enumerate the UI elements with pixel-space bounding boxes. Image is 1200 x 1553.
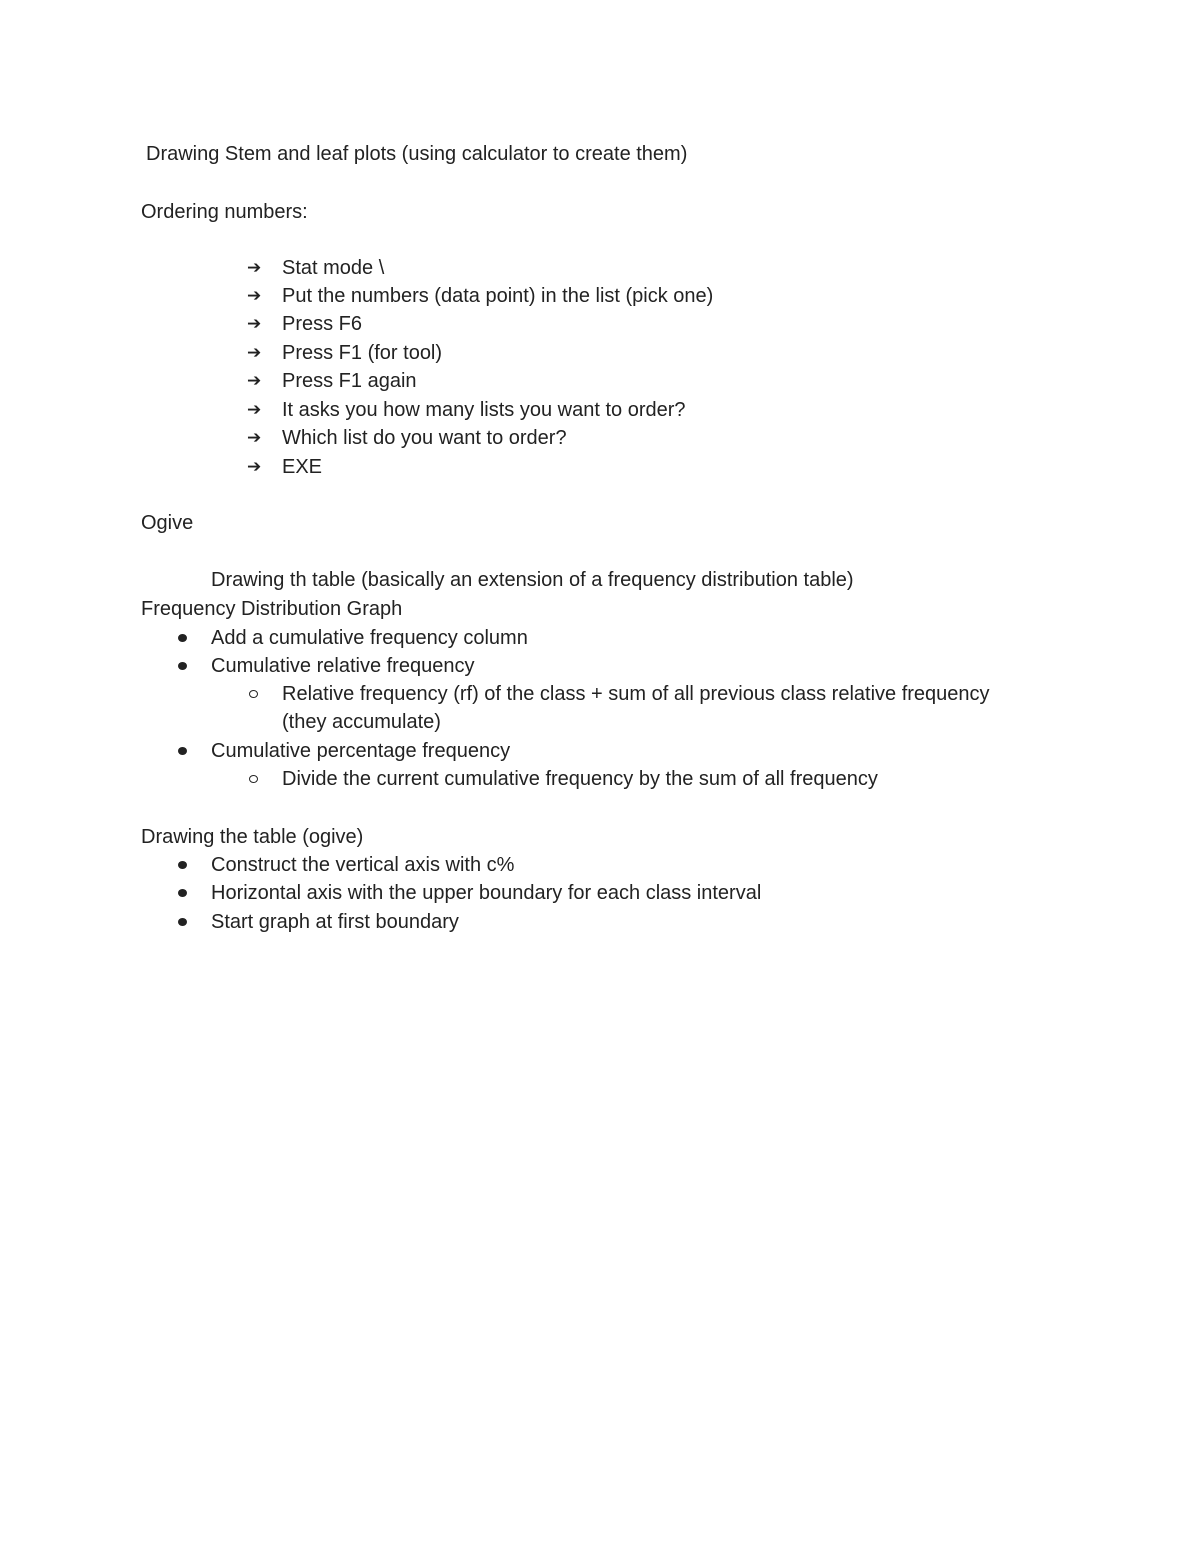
ordering-step: EXE	[282, 456, 323, 478]
bullet-icon	[178, 662, 187, 670]
circle-bullet-icon	[249, 690, 258, 698]
list-item: Horizontal axis with the upper boundary for each class interval	[211, 882, 762, 904]
ordering-step: Press F1 (for tool)	[282, 342, 443, 364]
bullet-icon	[178, 889, 187, 897]
frequency-graph-heading: Frequency Distribution Graph	[141, 598, 403, 620]
list-item: Construct the vertical axis with c%	[211, 854, 515, 876]
ordering-step: Put the numbers (data point) in the list (pick one)	[282, 285, 714, 307]
bullet-icon	[178, 861, 187, 869]
sub-list-item: Divide the current cumulative frequency by the sum of all frequency	[282, 768, 878, 790]
bullet-icon	[178, 634, 187, 642]
arrow-bullet-icon: ➔	[247, 457, 262, 476]
ordering-step: Press F1 again	[282, 370, 417, 392]
circle-bullet-icon	[249, 775, 258, 783]
bullet-icon	[178, 918, 187, 926]
list-item: Add a cumulative frequency column	[211, 627, 528, 649]
ogive-intro: Drawing th table (basically an extension of a frequency distribution table)	[211, 569, 854, 591]
sub-list-item: Relative frequency (rf) of the class + sum of all previous class relative frequency	[282, 683, 990, 705]
arrow-bullet-icon: ➔	[247, 286, 262, 305]
ordering-step: Press F6	[282, 313, 363, 335]
bullet-icon	[178, 747, 187, 755]
ordering-step: Stat mode \	[282, 257, 385, 279]
arrow-bullet-icon: ➔	[247, 314, 262, 333]
page-title: Drawing Stem and leaf plots (using calculator to create them)	[146, 143, 688, 165]
arrow-bullet-icon: ➔	[247, 258, 262, 277]
arrow-bullet-icon: ➔	[247, 428, 262, 447]
list-item: Cumulative percentage frequency	[211, 740, 511, 762]
sub-list-item-continuation: (they accumulate)	[282, 711, 441, 733]
arrow-bullet-icon: ➔	[247, 343, 262, 362]
list-item: Cumulative relative frequency	[211, 655, 475, 677]
ogive-heading: Ogive	[141, 512, 194, 534]
ordering-step: It asks you how many lists you want to order?	[282, 399, 686, 421]
list-item: Start graph at first boundary	[211, 911, 459, 933]
ordering-step: Which list do you want to order?	[282, 427, 567, 449]
arrow-bullet-icon: ➔	[247, 371, 262, 390]
ordering-heading: Ordering numbers:	[141, 201, 308, 223]
table-heading: Drawing the table (ogive)	[141, 826, 364, 848]
arrow-bullet-icon: ➔	[247, 400, 262, 419]
